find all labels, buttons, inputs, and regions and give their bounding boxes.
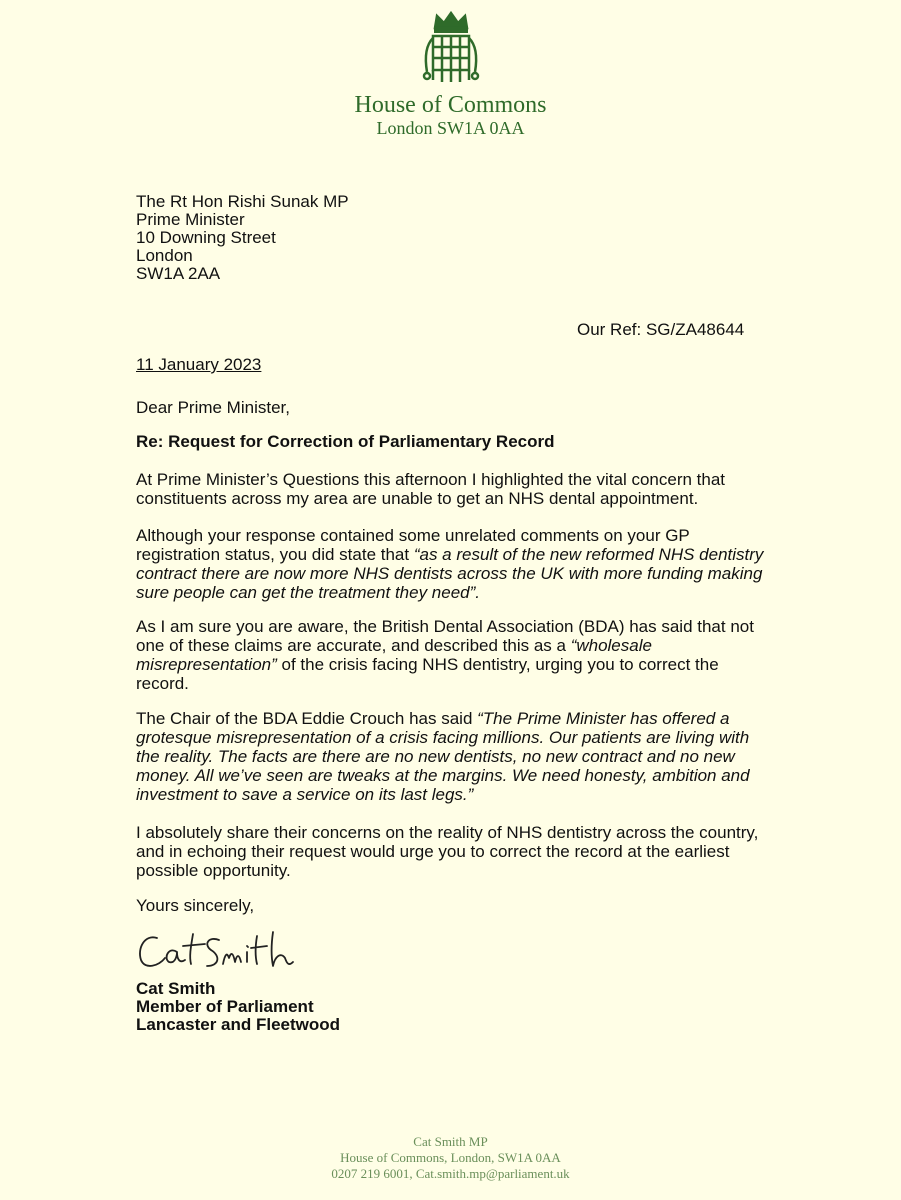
paragraph-3 [136,617,776,693]
paragraph-1: At Prime Minister’s Questions this afternoon I highlighted the vital concern that constituents across my area are unable to get an NHS dental appointment. [136,470,726,508]
footer-line: House of Commons, London, SW1A 0AA [340,1150,561,1165]
portcullis-crest-icon [419,10,483,90]
paragraph-text: Although your response contained some unrelated comments on your GP registration status, you did state that [136,526,690,564]
address-line: Prime Minister [136,210,245,229]
paragraph-text: The Chair of the BDA Eddie Crouch has said [136,709,478,728]
quote-text: “wholesale misrepresentation” [136,636,652,674]
signatory-constituency: Lancaster and Fleetwood [136,1015,341,1034]
address-line: The Rt Hon Rishi Sunak MP [136,192,349,211]
paragraph-4 [136,709,776,804]
paragraph-text: of the crisis facing NHS dentistry, urging you to correct the record. [136,655,719,693]
reference: Our Ref: SG/ZA48644 [577,320,745,339]
letterhead-subtitle: London SW1A 0AA [376,118,525,138]
paragraph-5: I absolutely share their concerns on the reality of NHS dentistry across the country, and in echoing their request would urge you to correct the record at the earliest possible opportunity. [136,823,759,880]
footer-line: Cat Smith MP [413,1134,488,1149]
letter-date: 11 January 2023 [136,355,262,374]
handwritten-signature [135,922,295,976]
quote-text: “The Prime Minister has offered a grotesque misrepresentation of a crisis facing millions. Our patients are living with the reality. The facts are there are no new dentists, no new contract and no new money. All we’ve seen are tweaks at the margins. We need honesty, ambition and investment to save a service on its last legs.” [136,709,750,804]
paragraph-text: As I am sure you are aware, the British Dental Association (BDA) has said that not one of these claims are accurate, and described this as a [136,617,754,655]
signatory-name: Cat Smith [136,979,216,998]
address-line: SW1A 2AA [136,264,221,283]
footer-line: 0207 219 6001, Cat.smith.mp@parliament.uk [331,1166,570,1181]
letterhead [0,10,901,138]
signatory-role: Member of Parliament [136,997,314,1016]
subject-line: Re: Request for Correction of Parliamentary Record [136,432,555,451]
letterhead-title: House of Commons [354,92,547,118]
paragraph-2 [136,526,776,602]
recipient-address [136,193,776,283]
footer [0,1134,901,1182]
signatory-block [136,980,776,1034]
address-line: 10 Downing Street [136,228,276,247]
closing: Yours sincerely, [136,896,255,915]
salutation: Dear Prime Minister, [136,398,290,417]
quote-text: “as a result of the new reformed NHS dentistry contract there are now more NHS dentists across the UK with more funding making sure people can get the treatment they need”. [136,545,764,602]
address-line: London [136,246,193,265]
